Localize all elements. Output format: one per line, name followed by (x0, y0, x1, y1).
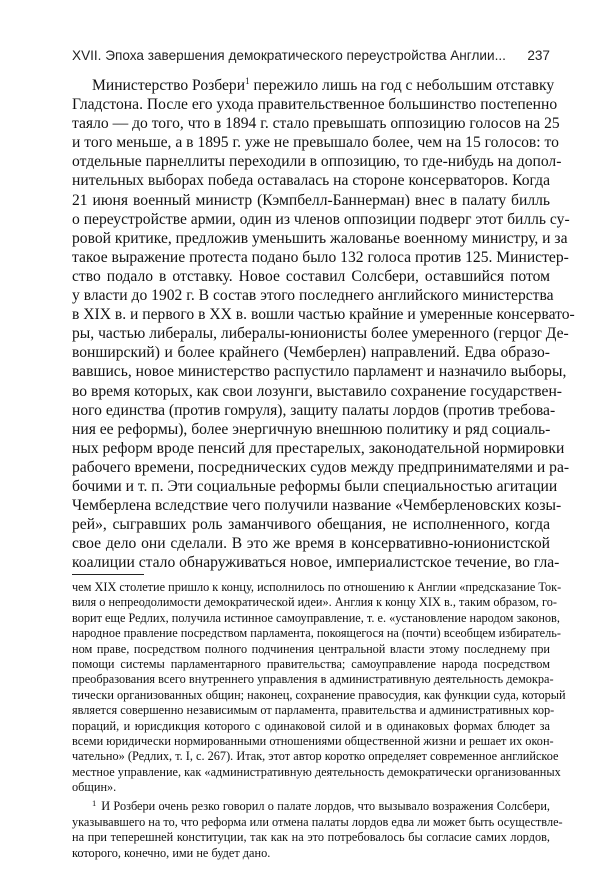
text-line: ровой критике, предложив уменьшить жалованье военному министру, и за (72, 229, 568, 247)
text-line: бочими и т. п. Эти социальные реформы были специальностью агитации (72, 477, 558, 495)
footnote-line: которого, конечно, ими не будет дано. (72, 845, 271, 860)
footnote-line: народное правление посредством парламента, покоящегося на (почти) всеобщем избиратель- (72, 626, 561, 641)
footnote-reference[interactable]: 1 (245, 76, 250, 86)
text-line: ного единства (против гомруля), защиту палаты лордов (против требова- (72, 401, 556, 419)
footnote-line: на при теперешней конституции, так как на это потребовалось бы согласие самих лордов, (72, 830, 550, 845)
text-line: ство подало в отставку. Новое составил Солсбери, оставшийся потом (72, 267, 550, 285)
footnote-line: общин». (72, 780, 117, 795)
page-number: 237 (527, 48, 550, 63)
footnote-line: всеми юридически нормированными отношениями общественной жизни и решает их окон- (72, 733, 554, 748)
text-line: Министерство Розбери$^1$ пережило лишь на год с небольшим отставку (92, 76, 555, 94)
text-line: ных реформ вроде пенсий для престарелых, законодательной нормировки (72, 439, 565, 457)
text-line: свое дело они сделали. В это же время в консервативно-юнионистской (72, 535, 550, 553)
footnote-continued (72, 580, 566, 795)
text-line: ния ее реформы), более энергичную внешнюю политику и ряд социаль- (72, 420, 551, 438)
text-line: нительных выборах победа оставалась на стороне консерваторов. Когда (72, 172, 550, 190)
text-line: ры, частью либералы, либералы-юнионисты более умеренного (герцог Де- (72, 325, 569, 343)
footnotes (72, 580, 566, 861)
footnote-line: $^1$ И Розбери очень резко говорил о палате лордов, что вызывало возражения Солсбери, (92, 798, 550, 814)
text-line: таяло — до того, что в 1894 г. стало превышать оппозицию голосов на 25 (72, 115, 560, 133)
text-line: коалиции стало обнаруживаться новое, империалистское течение, во гла- (72, 554, 560, 572)
text-line: в XIX в. и первого в XX в. вошли частью крайние и умеренные консервато- (72, 306, 575, 324)
text-line: рабочего времени, посреднических судов между предпринимателями и ра- (72, 458, 570, 476)
text-line: рей», сыгравших роль заманчивого обещания, не исполненного, когда (72, 516, 550, 534)
text-line: 21 июня военный министр (Кэмпбелл-Баннерман) внес в палату билль (72, 191, 550, 209)
footnote-line: тически организованных общин; наконец, сохранение правосудия, как функции суда, который (72, 687, 566, 702)
footnote-line: чем XIX столетие пришло к концу, исполнилось по отношению к Англии «предсказание Ток- (72, 580, 562, 594)
text-line: Гладстона. После его ухода правительственное большинство постепенно (72, 96, 558, 114)
text-line: такое выражение протеста подано было 132 голоса против 125. Министер- (72, 248, 569, 266)
text-line: вонширский) и более крайнего (Чемберлен) направлений. Едва образо- (72, 344, 550, 362)
footnote-line: пораций, и юрисдикция которого с одинаковой силой и в одинаковых формах блюдет за (72, 718, 550, 733)
footnote-line: указывавшего на то, что реформа или отмена палаты лордов едва ли может быть осуществле- (72, 814, 563, 829)
footnote-line: чательно» (Редлих, т. I, с. 267). Итак, этот автор коротко определяет современное английское (72, 749, 559, 764)
footnote-line: ном праве, посредством полного подчинения центральной власти этому последнему при (72, 641, 550, 656)
footnote-separator (72, 574, 144, 575)
footnote-line: помощи системы парламентарного правительства; самоуправление народа посредством (72, 656, 550, 671)
footnote-line: преобразования всего внутреннего управления в административную деятельность демокра- (72, 672, 554, 687)
text-line: о переустройстве армии, один из членов оппозиции подверг этот билль су- (72, 210, 570, 228)
footnote-line: местное управление, как «административную деятельность демократически организованных (72, 764, 561, 779)
text-line: отдельные парнеллиты переходили в оппозицию, то где-нибудь на допол- (72, 153, 562, 171)
text-line: вавшись, новое министерство распустило парламент и назначило выборы, (72, 363, 567, 381)
footnote-line: является совершенно независимым от парламента, правительства и административных кор- (72, 703, 555, 718)
text-line: Чемберлена вследствие чего получили название «Чемберленовских козы- (72, 497, 562, 515)
chapter-title: XVII. Эпоха завершения демократического переустройства Англии... (72, 48, 506, 63)
footnote-marker: 1 (92, 798, 97, 809)
text-line: во время которых, как свои лозунги, выставило сохранение государствен- (72, 382, 562, 400)
main-text (72, 76, 575, 592)
footnote-line: виля о непреодолимости демократической идеи». Англия к концу XIX в., таким образом, го- (72, 595, 558, 610)
text-line: и того меньше, а в 1895 г. уже не превышало более, чем на 15 голосов: то (72, 134, 559, 152)
footnote-1 (72, 798, 563, 861)
text-line: у власти до 1902 г. В состав этого последнего английского министерства (72, 287, 554, 305)
footnote-line: ворит еще Редлих, получила истинное самоуправление, т. е. «установление народом законов, (72, 610, 560, 625)
